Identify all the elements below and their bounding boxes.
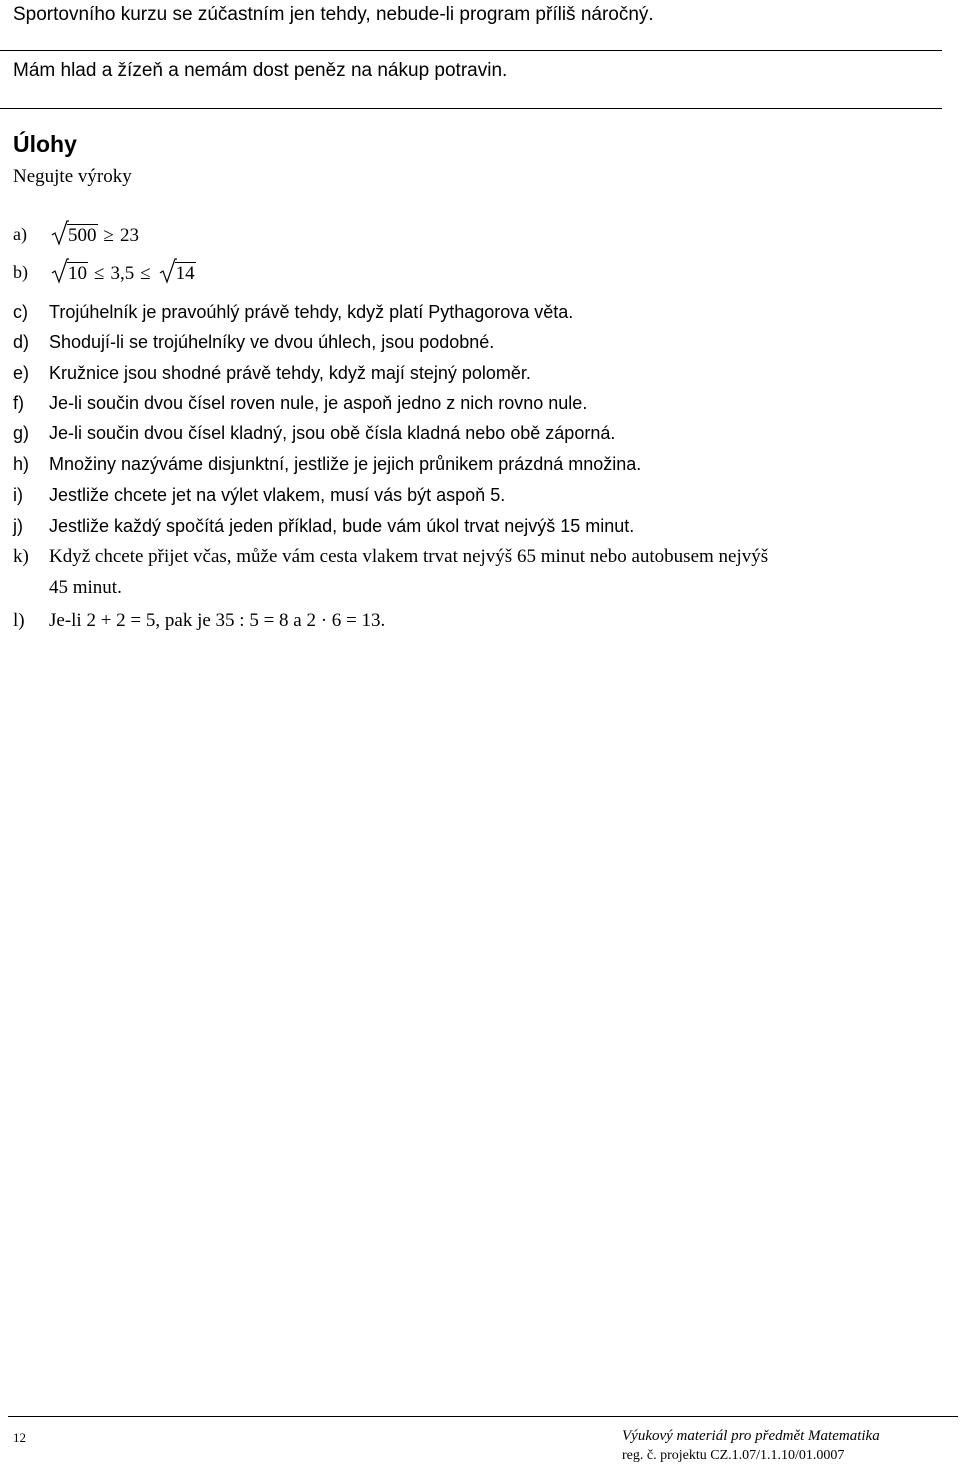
section-title: Úlohy [13,131,77,157]
statement-line-1: Sportovního kurzu se zúčastním jen tehdy, nebude-li program příliš náročný. [13,4,654,25]
task-label: a) [13,224,27,244]
radical-sign-icon [159,258,177,284]
task-label: b) [13,262,28,282]
radicand: 14 [175,263,195,284]
page-number: 12 [13,1430,26,1445]
section-instruction: Negujte výroky [13,166,132,187]
radicand: 10 [68,263,87,284]
task-label: d) [13,332,30,352]
sqrt-expression [159,262,196,285]
sqrt-expression [51,224,98,247]
task-text: Jestliže chcete jet na výlet vlakem, musí vás být aspoň 5. [49,485,506,505]
task-label: k) [13,546,29,567]
task-text: Když chcete přijet včas, může vám cesta vlakem trvat nejvýš 65 minut nebo autobusem nejvýš [49,546,769,567]
task-math [49,224,139,247]
task-text: Shodují-li se trojúhelníky ve dvou úhlech, jsou podobné. [49,332,495,352]
task-label: l) [13,610,25,631]
footer-rule [8,1416,958,1417]
task-text-continued: 45 minut. [49,577,122,598]
footer-material: Výukový materiál pro předmět Matematika [622,1428,880,1444]
task-text: Kružnice jsou shodné právě tehdy, když mají stejný poloměr. [49,363,531,383]
rhs-value: 23 [119,225,139,246]
task-label: i) [13,485,23,505]
radical-sign-icon [51,258,69,284]
task-text: Trojúhelník je pravoúhlý právě tehdy, když platí Pythagorova věta. [49,302,574,322]
statement-line-2: Mám hlad a žízeň a nemám dost peněz na nákup potravin. [13,60,508,81]
radicand: 500 [68,225,97,246]
task-label: j) [13,516,23,536]
operator: ≤ [94,263,105,284]
divider-2 [0,108,942,109]
task-label: f) [13,393,24,413]
sqrt-expression [51,262,88,285]
middle-value: 3,5 [110,263,135,284]
task-text: Je-li 2 + 2 = 5, pak je 35 : 5 = 8 a 2 · 6 = 13. [49,610,386,631]
task-text: Jestliže každý spočítá jeden příklad, bude vám úkol trvat nejvýš 15 minut. [49,516,635,536]
task-math [49,262,196,285]
task-text: Je-li součin dvou čísel kladný, jsou obě čísla kladná nebo obě záporná. [49,423,616,443]
task-label: c) [13,302,28,322]
operator: ≥ [103,225,114,246]
radical-sign-icon [51,220,69,246]
task-text: Množiny nazýváme disjunktní, jestliže je jejich průnikem prázdná množina. [49,454,642,474]
divider-1 [0,50,942,51]
task-label: e) [13,363,30,383]
footer-registration: reg. č. projektu CZ.1.07/1.1.10/01.0007 [622,1448,845,1463]
task-label: h) [13,454,30,474]
task-label: g) [13,423,30,443]
operator: ≤ [140,263,151,284]
task-text: Je-li součin dvou čísel roven nule, je aspoň jedno z nich rovno nule. [49,393,588,413]
